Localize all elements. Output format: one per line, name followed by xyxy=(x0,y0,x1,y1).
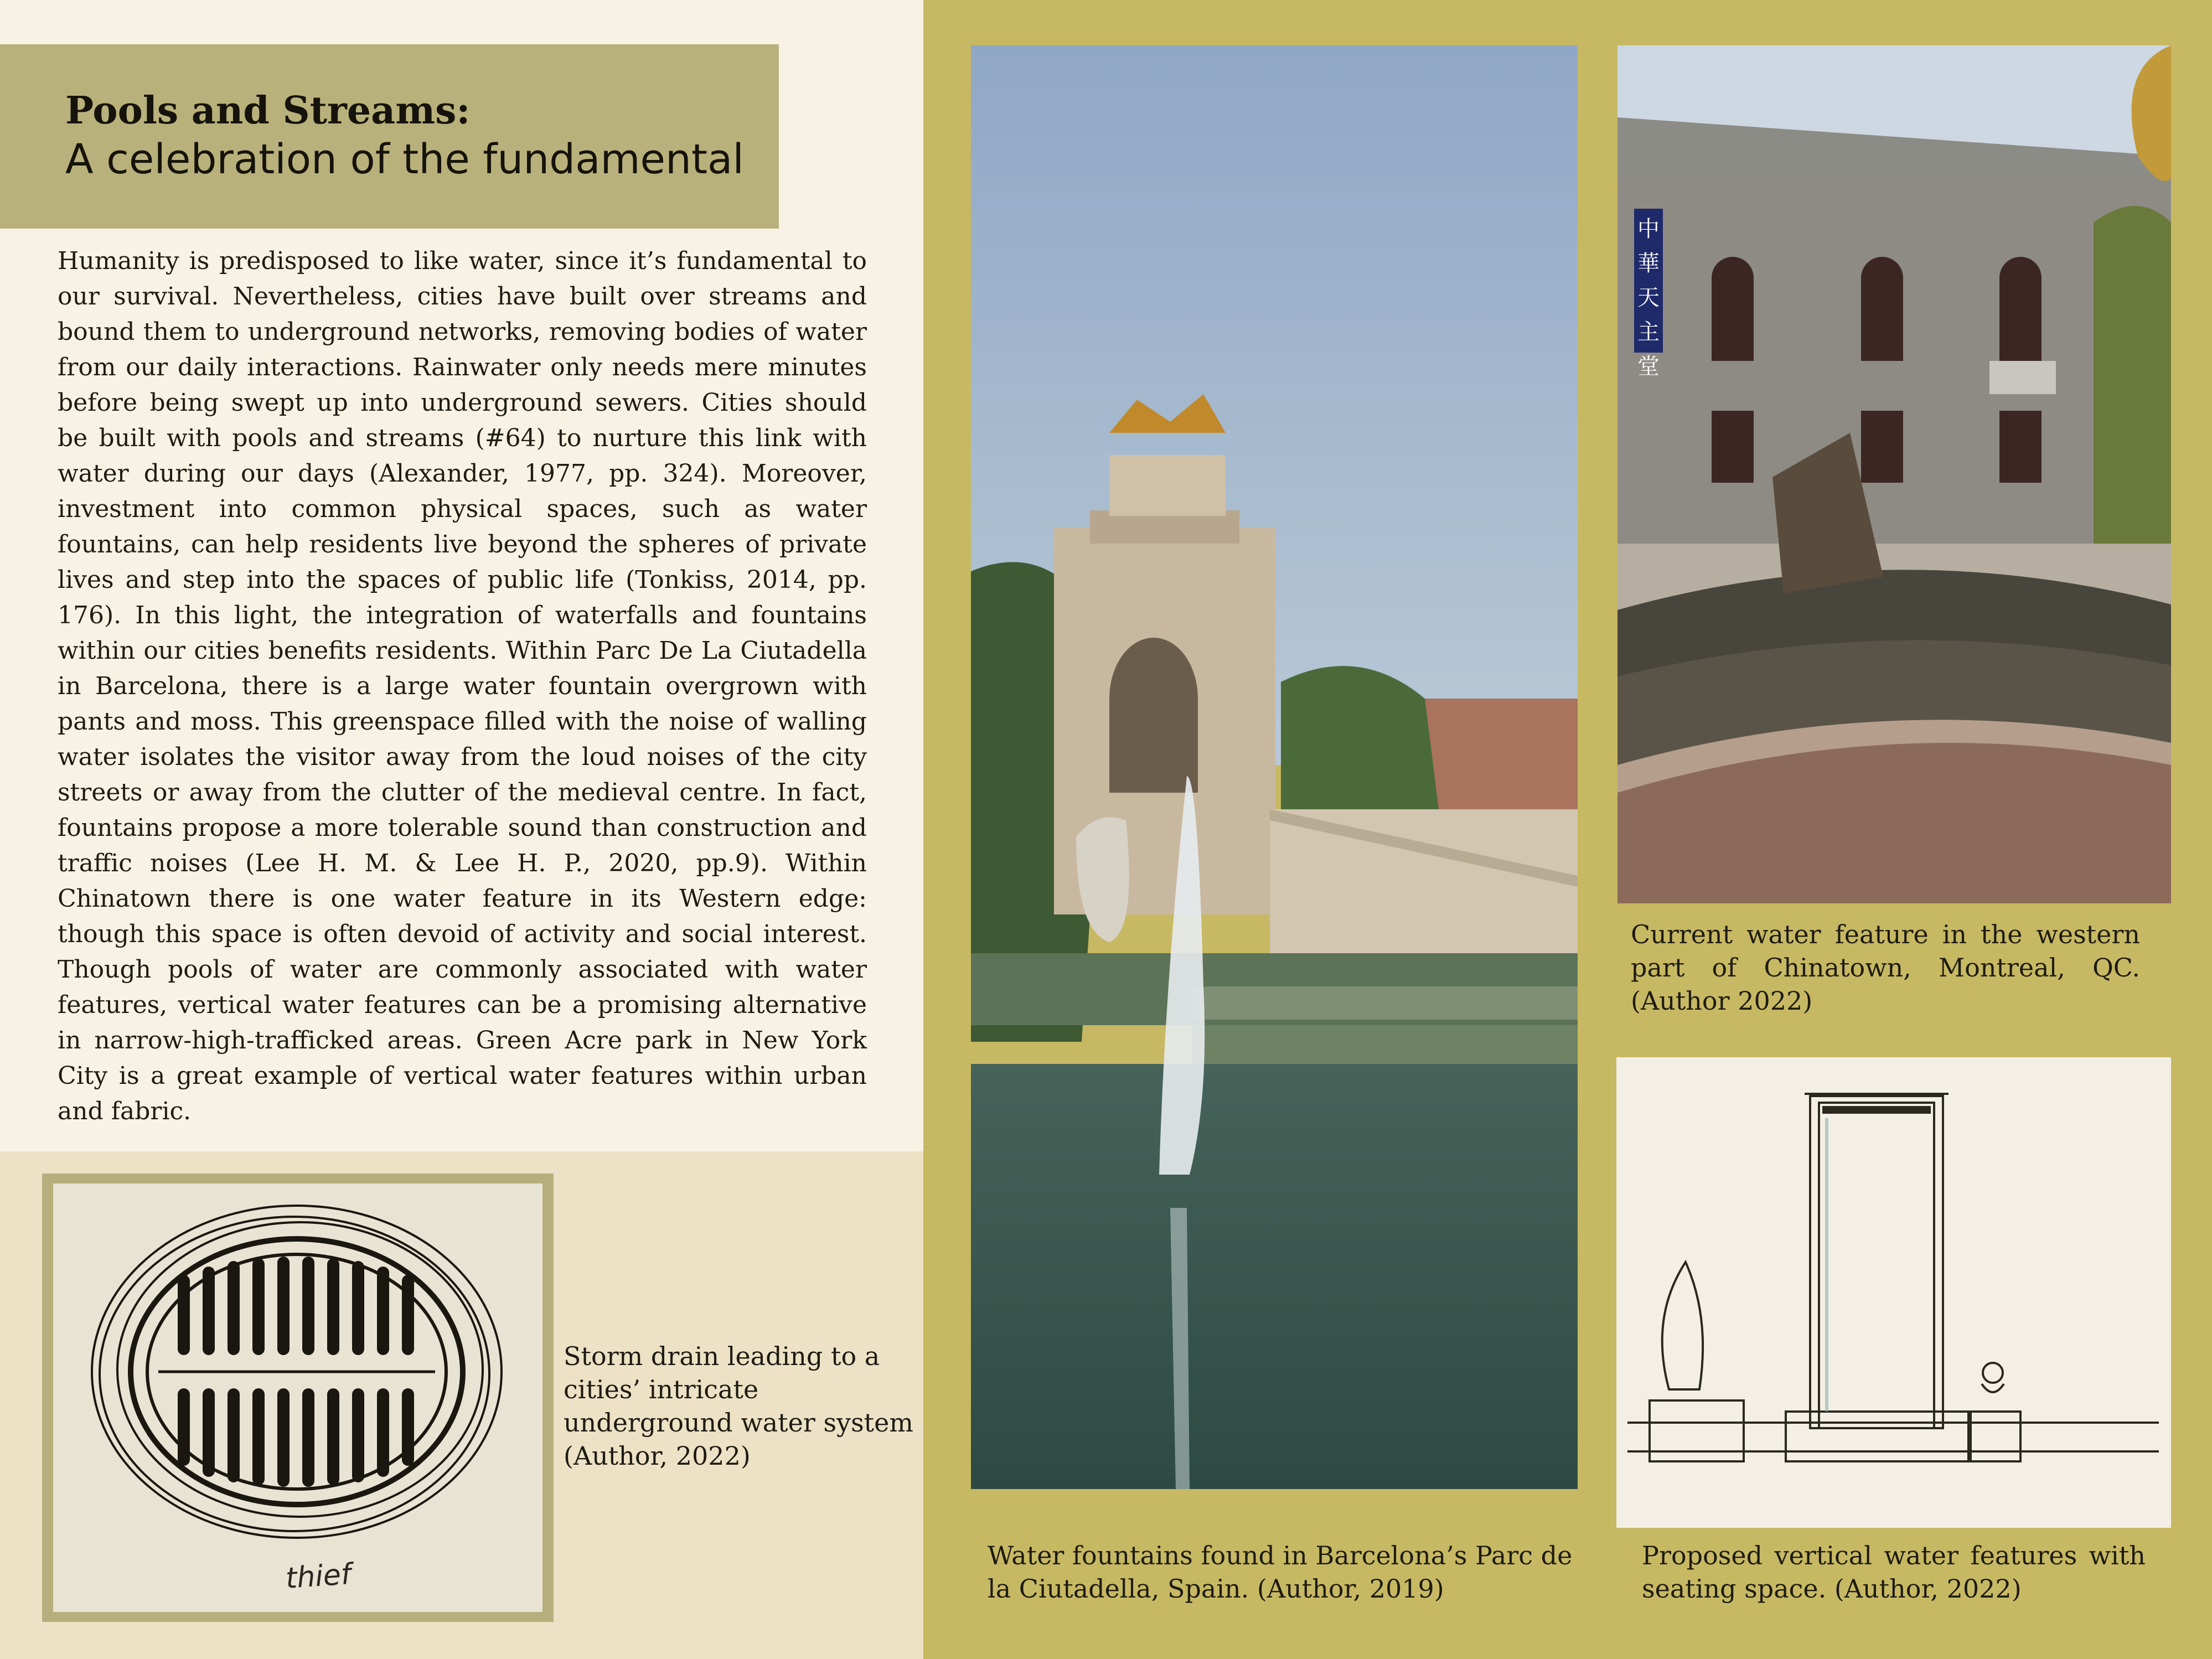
drain-sketch xyxy=(53,1183,542,1612)
sketch-caption: Proposed vertical water features with seating space. (Author, 2022) xyxy=(1642,1541,2146,1604)
montreal-fountain-photo xyxy=(1617,45,2171,903)
page-title: Pools and Streams: xyxy=(65,89,471,133)
sketch-handwriting: thief xyxy=(285,1557,353,1596)
drain-caption: Storm drain leading to a cities’ intricate underground water system (Author, 2022) xyxy=(564,1341,914,1471)
barcelona-caption: Water fountains found in Barcelona’s Parc de la Ciutadella, Spain. (Author, 2019) xyxy=(988,1541,1573,1604)
church-sign: 中華天主堂 xyxy=(1634,209,1663,353)
barcelona-fountain-photo xyxy=(971,45,1578,1489)
storm-drain-drawing xyxy=(53,1183,542,1612)
montreal-caption: Current water feature in the western part of Chinatown, Montreal, QC. (Author 2022) xyxy=(1631,919,2140,1016)
proposed-water-feature-sketch xyxy=(1616,1057,2171,1528)
page-subtitle: A celebration of the fundamental xyxy=(65,136,744,183)
body-paragraph: Humanity is predisposed to like water, since it’s fundamental to our survival. Nevertheless, cities have built over streams and bound them to underground networks, removing bodies of water from our daily interactions. Rainwater only needs mere minutes before being swept up into underground sewers. Cities should be built with pools and streams (#64) to nurture this link with water during our days (Alexander, 1977, pp. 324). Moreover, investment into common physical spaces, such as water fountains, can help residents live beyond the spheres of private lives and step into the spaces of public life (Tonkiss, 2014, pp. 176). In this light, the integration of waterfalls and fountains within our cities benefits residents. Within Parc De La Ciutadella in Barcelona, there is a large water fountain overgrown with pants and moss. This greenspace filled with the noise of walling water isolates the visitor away from the loud noises of the city streets or away from the clutter of the medieval centre. In fact, fountains propose a more tolerable sound than construction and traffic noises (Lee H. M. & Lee H. P., 2020, pp.9). Within Chinatown there is one water feature in its Western edge: though this space is often devoid of activity and social interest. Though pools of water are commonly associated with water features, vertical water features can be a promising alternative in narrow-high-trafficked areas. Green Acre park in New York City is a great example of vertical water features within urban and fabric. xyxy=(58,247,867,1125)
